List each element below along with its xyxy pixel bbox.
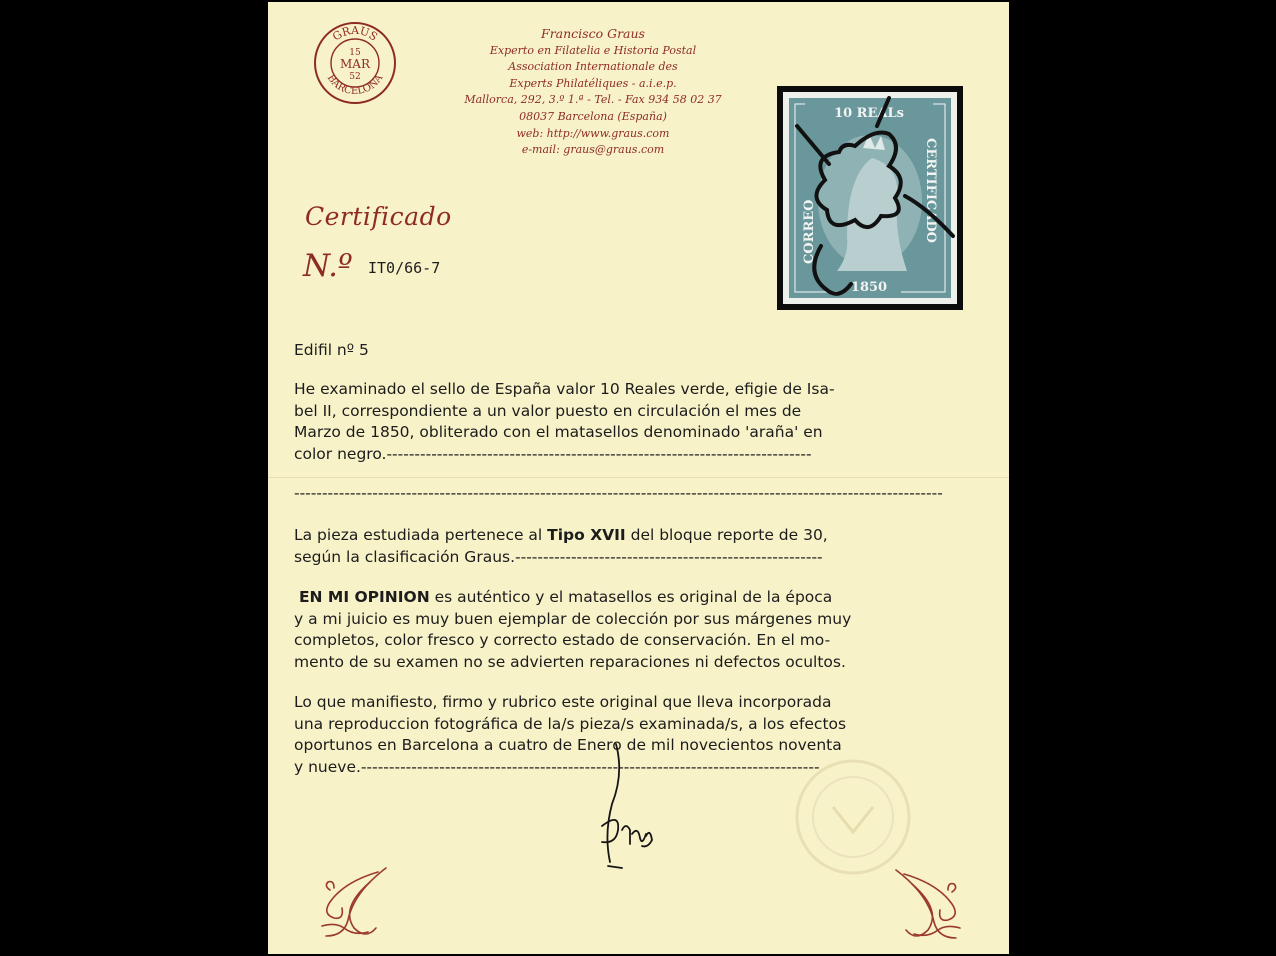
letterhead-line: Mallorca, 292, 3.º 1.ª - Tel. - Fax 934 58 02 37	[464, 93, 722, 107]
paragraph-line: He examinado el sello de España valor 10 Reales verde, efigie de Isa-	[294, 380, 835, 398]
paragraph-line: según la clasificación Graus.-------------------------------------------------------	[294, 547, 823, 566]
paragraph-type	[294, 525, 966, 568]
stamp-value: 10 REALs	[834, 106, 904, 121]
embossed-seal	[788, 752, 918, 882]
paragraph-line: mento de su examen no se advierten reparaciones ni defectos ocultos.	[294, 652, 846, 671]
handwritten-signature	[590, 734, 660, 874]
letterhead-line: Association Internationale des	[508, 60, 678, 74]
paragraph-line: una reproduccion fotográfica de la/s pieza/s examinada/s, a los efectos	[294, 714, 847, 733]
expert-name: Francisco Graus	[541, 26, 645, 41]
letterhead-line: e-mail: graus@graus.com	[521, 143, 665, 157]
ornament-left	[314, 862, 394, 942]
seal-top-text: GRAUS	[330, 23, 380, 44]
letterhead	[363, 26, 823, 159]
seal-month: MAR	[340, 57, 370, 71]
paragraph-line: Marzo de 1850, obliterado con el matasellos denominado 'araña' en	[294, 423, 823, 441]
certificate-sheet	[268, 2, 1009, 954]
stamp-photo	[777, 86, 963, 310]
ornament-right	[888, 864, 970, 944]
seal-day: 15	[349, 48, 361, 58]
text-segment: es auténtico y el matasellos es original de la época	[429, 588, 833, 606]
text-segment: del bloque reporte de 30,	[625, 526, 828, 544]
paragraph-line: Lo que manifiesto, firmo y rubrico este original que lleva incorporada	[294, 693, 832, 711]
seal-bottom-text: BARCELONA	[324, 72, 386, 98]
letterhead-line: 08037 Barcelona (España)	[519, 109, 667, 123]
paragraph-opinion	[294, 587, 966, 673]
stamp-right-text: CERTIFICADO	[923, 138, 938, 243]
dash-separator: --------------------------------------------------------------------------------------------------------------------	[294, 484, 943, 502]
seal-year: 52	[349, 72, 361, 82]
paragraph-line: y a mi juicio es muy buen ejemplar de colección por sus márgenes muy	[294, 609, 852, 628]
paragraph-line: color negro.----------------------------------------------------------------------------	[294, 444, 812, 463]
opinion-label: EN MI OPINION	[298, 588, 430, 606]
stamp-left-text: CORREO	[802, 199, 817, 264]
paragraph-line: completos, color fresco y correcto estado de conservación. En el mo-	[294, 631, 831, 649]
paragraph-line: bel II, correspondiente a un valor puesto en circulación el mes de	[294, 401, 802, 420]
type-label: Tipo XVII	[547, 526, 626, 544]
paragraph-line: oportunos en Barcelona a cuatro de Enero de mil novecientos noventa	[294, 736, 842, 754]
stamp-year: 1850	[850, 280, 888, 295]
letterhead-line: Experto en Filatelia e Historia Postal	[489, 43, 697, 57]
certificate-title: Certificado	[305, 202, 452, 231]
paragraph-line	[294, 587, 966, 609]
stamp-image	[777, 86, 963, 310]
letterhead-line: web: http://www.graus.com	[516, 126, 670, 140]
paragraph-line	[294, 525, 966, 547]
fold-line	[268, 477, 1009, 478]
paragraph-line: y nueve.----------------------------------------------------------------------------------	[294, 757, 820, 776]
text-segment: La pieza estudiada pertenece al	[294, 526, 548, 544]
paragraph-examination	[294, 379, 966, 465]
certificate-number-label: N.º	[303, 248, 353, 284]
letterhead-line: Experts Philatéliques - a.i.e.p.	[509, 76, 677, 90]
edifil-reference: Edifil nº 5	[294, 341, 369, 359]
certificate-number: IT0/66-7	[368, 259, 441, 277]
